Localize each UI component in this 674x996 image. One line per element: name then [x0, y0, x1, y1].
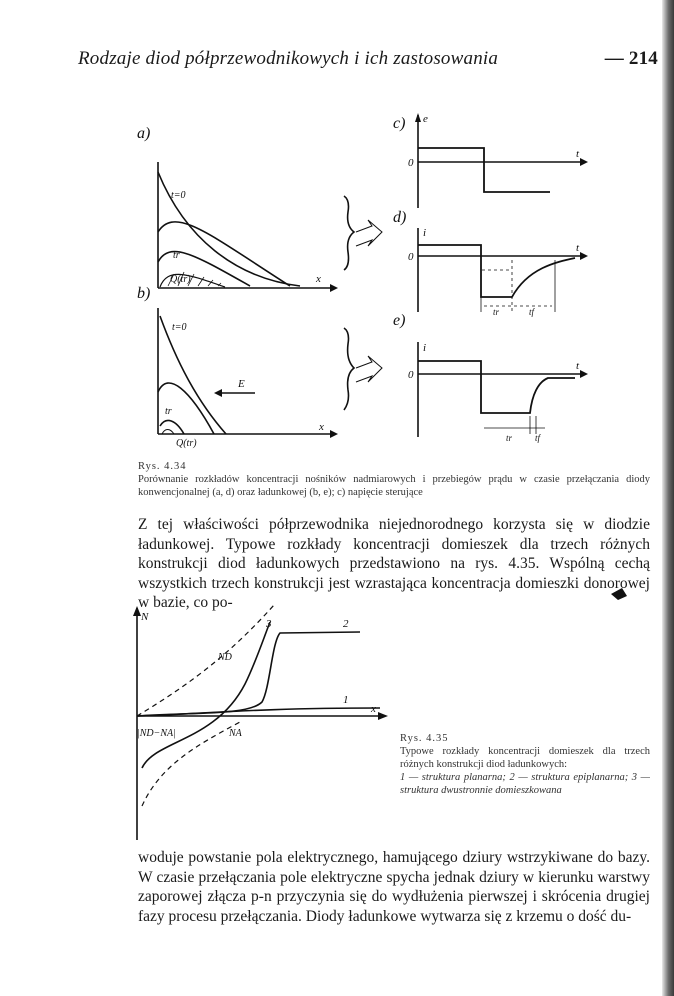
panel-a-label: a) [137, 125, 151, 142]
fig435-curve-nd [137, 605, 274, 716]
panel-d-label: d) [393, 209, 407, 226]
panel-e-t-label: t [576, 360, 580, 372]
panel-b-tr-label: tr [165, 406, 172, 417]
figure-4-35 [137, 605, 380, 840]
fig435-curve-2 [137, 632, 360, 716]
panel-e-t-arrow [580, 370, 588, 378]
figure-4-34-number: Rys. 4.34 [138, 461, 187, 472]
fig435-curve-3-label: 3 [266, 618, 272, 630]
paragraph-2 [138, 848, 650, 926]
figure-4-35-caption-text: Typowe rozkłady koncentracji domieszek dla trzech różnych konstrukcji diod ładunkowych: [400, 746, 650, 770]
panel-a-t0-label: t=0 [171, 190, 186, 201]
panel-c-t-arrow [580, 158, 588, 166]
panel-e-i-label: i [423, 342, 427, 354]
panel-d-current [418, 245, 575, 297]
panel-c-e-label: e [423, 113, 428, 125]
panel-e-tr-label: tr [506, 433, 513, 443]
panel-b-x-arrow [330, 430, 338, 438]
figure-4-34-caption-text: Porównanie rozkładów koncentracji nośników nadmiarowych i przebiegów prądu w czasie przełączania diody konwencjonalnej (a, d) oraz ładunkowej (b, e); c) napięcie sterujące [138, 474, 650, 498]
fig435-curve-1-label: 1 [343, 694, 349, 706]
fig435-x-label: x [371, 703, 376, 715]
panel-d-t-arrow [580, 252, 588, 260]
fig435-nd-na-label: |ND−NA| [137, 728, 176, 739]
figure-4-35-legend: 1 — struktura planarna; 2 — struktura epiplanarna; 3 — struktura dwustronnie domieszkowana [400, 772, 650, 796]
fig435-na-label: NA [229, 728, 242, 739]
field-label: E [238, 378, 245, 390]
panel-a-q-label: Q(tr) [170, 274, 191, 285]
panel-e-zero-label: 0 [408, 369, 414, 381]
panel-d-tr-label: tr [493, 307, 500, 317]
fig435-curve-2-label: 2 [343, 618, 349, 630]
brace-lower [344, 328, 354, 410]
panel-d-t-label: t [576, 242, 580, 254]
panel-d-zero-label: 0 [408, 251, 414, 263]
page-number: — 214 [604, 48, 658, 69]
panel-b-t0-label: t=0 [172, 322, 187, 333]
brace-arrow-upper [356, 220, 382, 246]
paragraph-2-text: woduje powstanie pola elektrycznego, hamującego dziury wstrzykiwane do bazy. W czasie przełączania pole elektryczne spycha jednak dziury w kierunku warstwy zaporowej złącza p-n przyczynia się do wydłużenia pierwszej i skrócenia drugiej fazy procesu przełączania. Diody ładunkowe wytwarza się z krzemu o dość du- [138, 849, 650, 925]
figure-4-35-caption [400, 732, 650, 797]
panel-e-current [418, 361, 575, 413]
panel-c-zero-label: 0 [408, 157, 414, 169]
running-head-title: Rodzaje diod półprzewodnikowych i ich zastosowania [78, 48, 499, 69]
panel-c-label: c) [393, 115, 406, 132]
fig435-nd-label: ND [218, 652, 232, 663]
panel-b-x-label: x [319, 421, 324, 433]
paragraph-1-text: Z tej właściwości półprzewodnika niejednorodnego korzysta się w diodzie ładunkowej. Typowe rozkłady koncentracji domieszek dla trzech różnych konstrukcji diod ładunkowych przedstawiono na rys. 4.35. Wspólną cechą wszystkich trzech konstrukcji jest wzrastająca koncentracja domieszki donorowej w bazie, co po- [138, 516, 650, 611]
panel-a-tr-label: tr [173, 250, 180, 261]
fig435-curve-3 [142, 622, 270, 768]
brace-arrow-lower [356, 356, 382, 382]
panel-b-label: b) [137, 285, 151, 302]
panel-a-x-arrow [330, 284, 338, 292]
panel-c-voltage [418, 148, 550, 192]
panel-d-i-label: i [423, 227, 427, 239]
panel-d-tf-label: tf [529, 307, 535, 317]
panel-e-tf-label: tf [535, 433, 541, 443]
fig435-x-arrow [378, 712, 388, 720]
panel-c-t-label: t [576, 148, 580, 160]
fig435-n-label: N [141, 611, 149, 623]
panel-a-x-label: x [316, 273, 321, 285]
figure-4-34-caption [138, 460, 650, 499]
figure-4-35-number: Rys. 4.35 [400, 733, 449, 744]
panel-e-label: e) [393, 312, 406, 329]
paragraph-1 [138, 515, 650, 613]
field-arrowhead [214, 389, 222, 397]
panel-c-e-arrow [415, 113, 421, 122]
brace-upper [344, 196, 354, 270]
panel-b-q-label: Q(tr) [176, 438, 197, 449]
